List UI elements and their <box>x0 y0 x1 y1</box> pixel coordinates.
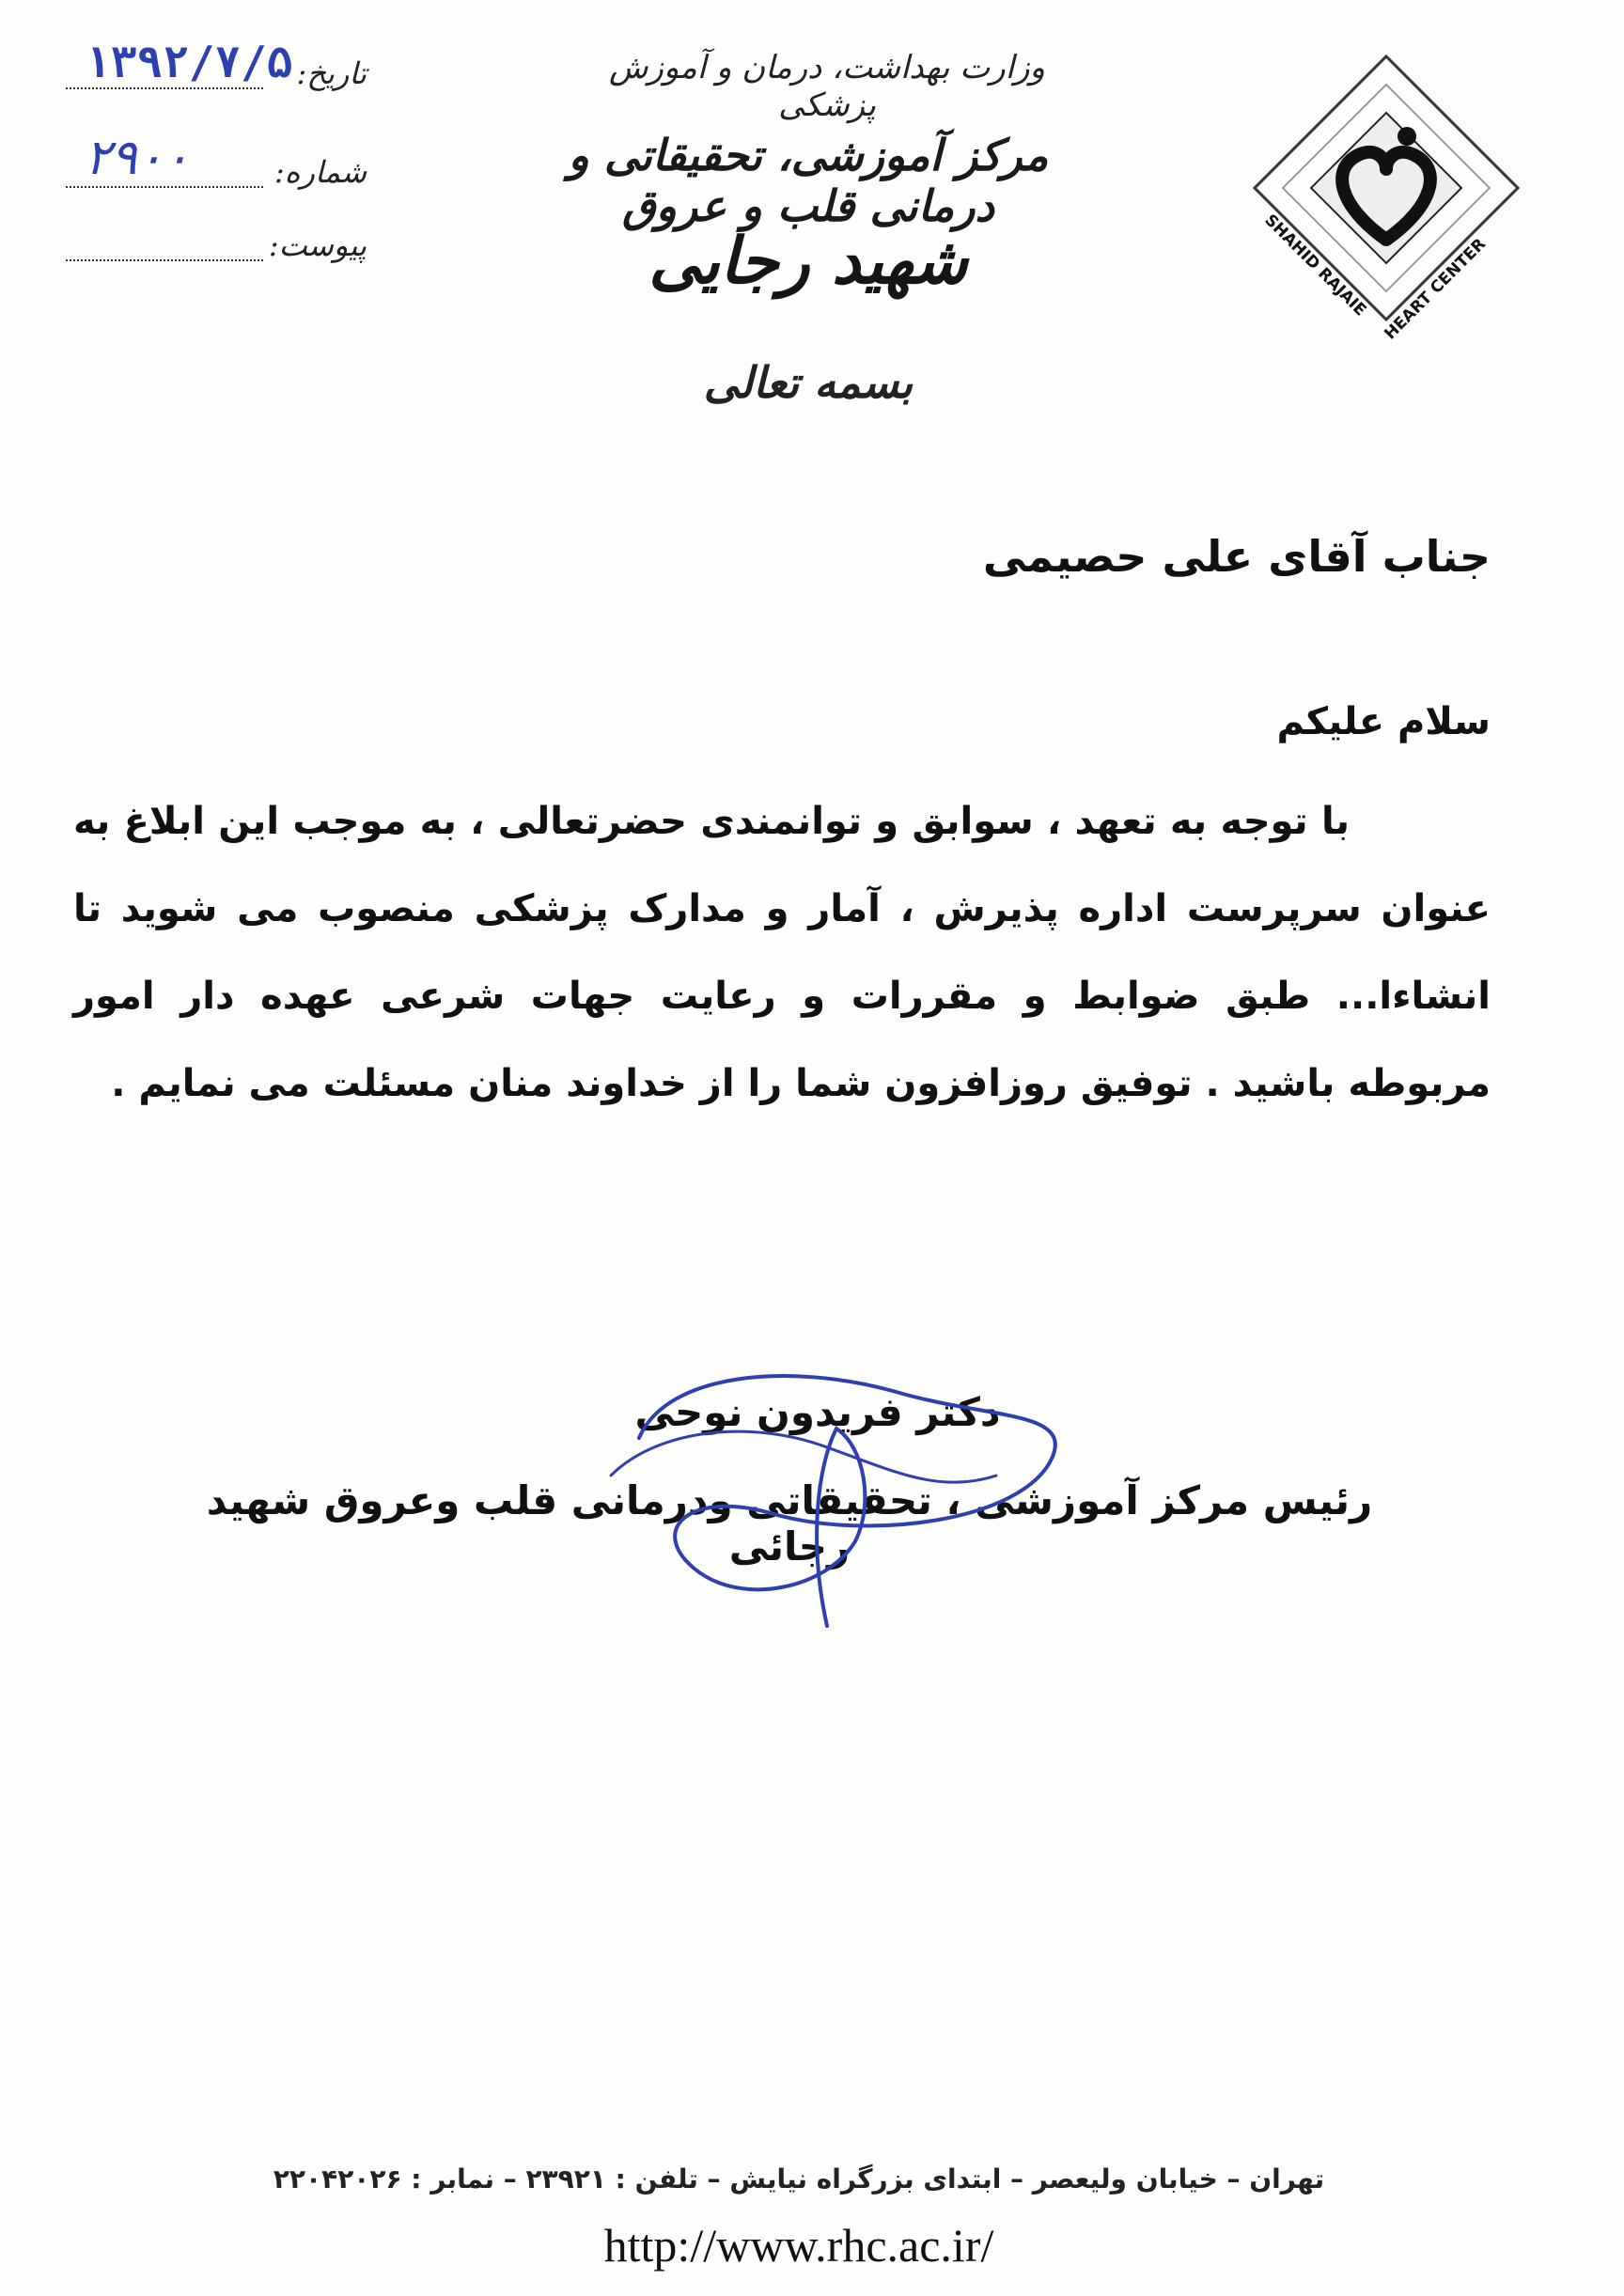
footer-address: تهران – خیابان ولیعصر – ابتدای بزرگراه نیایش – تلفن : ۲۳۹۲۱ – نمابر : ۲۲۰۴۲۰۲۶ <box>273 2163 1325 2194</box>
signatory-title: رئیس مرکز آموزشی ، تحقیقاتی ودرمانی قلب وعروق شهید رجائی <box>206 1477 1373 1570</box>
date-label: تاریخ: <box>296 55 367 91</box>
heart-center-logo <box>1226 47 1546 367</box>
number-field <box>66 130 367 197</box>
svg-text:HEART CENTER: HEART CENTER <box>1381 234 1491 344</box>
letter-body <box>73 778 1491 1128</box>
date-field <box>66 37 367 99</box>
salutation: جناب آقای علی حصیمی <box>982 531 1491 582</box>
attachment-dotted-line <box>66 259 263 261</box>
attachment-label: پیوست: <box>268 227 367 263</box>
date-value: ۱۳۹۲/۷/۵ <box>85 37 293 87</box>
date-dotted-line <box>66 87 263 89</box>
footer-website[interactable]: http://www.rhc.ac.ir/ <box>603 2219 994 2272</box>
basmala: بسمه تعالی <box>703 357 914 408</box>
greeting: سلام علیکم <box>1276 700 1491 743</box>
attachment-field <box>66 214 367 271</box>
number-dotted-line <box>66 186 263 188</box>
ministry-line: وزارت بهداشت، درمان و آموزش پزشکی <box>609 49 1045 124</box>
number-label: شماره: <box>273 154 367 190</box>
number-value: ۲۹۰۰ <box>85 130 190 186</box>
signatory-name: دکتر فریدون نوحی <box>634 1389 1001 1435</box>
center-name: مرکز آموزشی، تحقیقاتی و درمانی قلب و عروق <box>568 130 1049 231</box>
letter-body-text: با توجه به تعهد ، سوابق و توانمندی حضرتعالی ، به موجب این ابلاغ به عنوان سرپرست اداره پذیرش ، آمار و مدارک پزشکی منصوب می شوید تا انشاءا... طبق ضوابط و مقررات و رعایت جهات شرعی عهده دار امور مربوطه باشید . توفیق روزافزون شما را از خداوند منان مسئلت می نمایم . <box>73 800 1491 1105</box>
martyr-name: شهید رجایی <box>648 224 968 299</box>
handwritten-signature <box>583 1353 1090 1635</box>
svg-text:SHAHID RAJAIE: SHAHID RAJAIE <box>1260 211 1370 320</box>
